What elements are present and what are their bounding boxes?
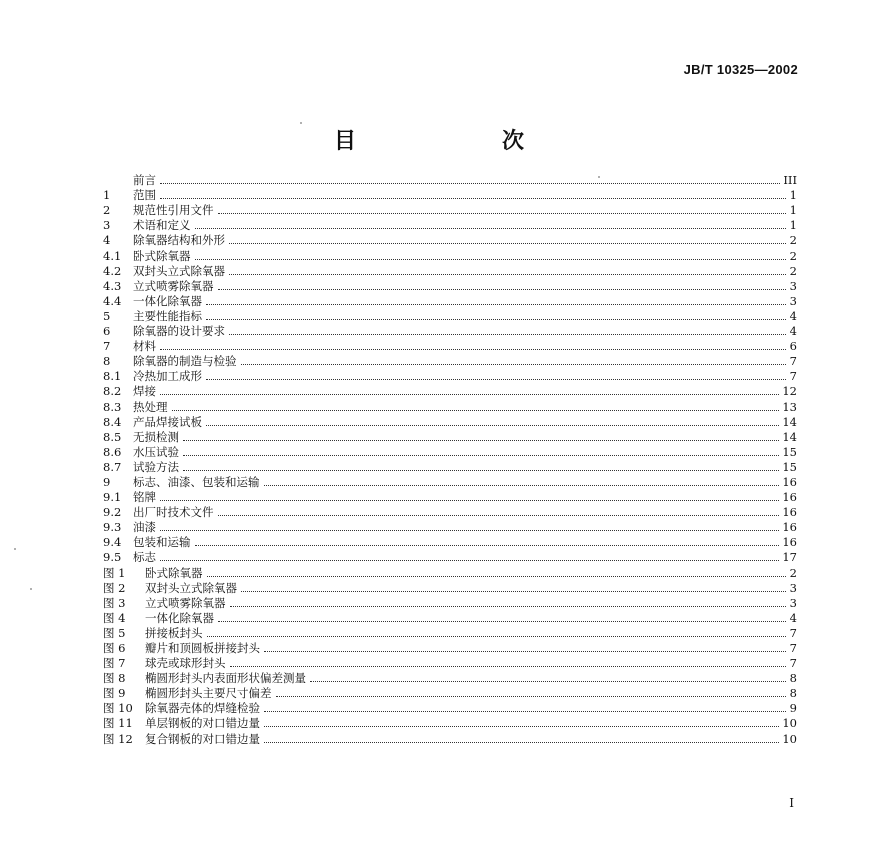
scan-speck [598,176,600,178]
toc-entry-title: 单层钢板的对口错边量 [145,716,260,731]
toc-entry-page: 1 [789,188,797,203]
toc-entry-title: 冷热加工成形 [133,369,202,384]
toc-entry[interactable] [103,489,797,504]
toc-entry-page: 7 [789,354,797,369]
toc-entry[interactable] [103,655,797,670]
toc-entry-title: 卧式除氧器 [145,565,203,580]
toc-entry-title: 出厂时技术文件 [133,505,214,520]
toc-entry[interactable] [103,172,797,187]
toc-entry-title: 热处理 [133,399,168,414]
toc-entry[interactable] [103,353,797,368]
toc-entry-title: 复合钢板的对口错边量 [145,731,260,746]
toc-entry-number: 图 8 [103,671,126,686]
toc-entry-title: 除氧器结构和外形 [133,233,225,248]
dot-leader [160,198,786,199]
toc-entry-title: 除氧器壳体的焊缝检验 [145,701,260,716]
dot-leader [229,243,786,244]
toc-entry-page: 2 [789,263,797,278]
toc-entry-title: 主要性能指标 [133,308,202,323]
toc-entry-title: 铭牌 [133,490,156,505]
toc-entry-title: 水压试验 [133,444,179,459]
dot-leader [160,394,779,395]
toc-entry[interactable] [103,700,797,715]
toc-entry-title: 标志 [133,550,156,565]
toc-entry[interactable] [103,534,797,549]
dot-leader [264,726,779,727]
toc-entry-number: 9.3 [103,520,122,535]
toc-entry[interactable] [103,187,797,202]
dot-leader [183,455,779,456]
toc-entry[interactable] [103,444,797,459]
toc-entry-title: 标志、油漆、包装和运输 [133,474,260,489]
toc-entry-page: 2 [789,233,797,248]
toc-entry-title: 双封头立式除氧器 [145,580,237,595]
toc-entry[interactable] [103,564,797,579]
dot-leader [276,696,787,697]
toc-entry-page: 1 [789,218,797,233]
dot-leader [229,274,786,275]
toc-entry-title: 卧式除氧器 [133,248,191,263]
toc-entry-title: 双封头立式除氧器 [133,263,225,278]
toc-entry-number: 8.1 [103,369,122,384]
toc-entry-title: 规范性引用文件 [133,203,214,218]
toc-entry[interactable] [103,383,797,398]
toc-entry-page: 3 [789,278,797,293]
toc-entry[interactable] [103,414,797,429]
standard-number: JB/T 10325—2002 [683,62,798,77]
toc-entry[interactable] [103,670,797,685]
dot-leader [206,304,786,305]
dot-leader [160,560,779,561]
toc-entry-page: 3 [789,580,797,595]
toc-entry-page: 10 [782,731,797,746]
dot-leader [264,742,779,743]
toc-entry-title: 除氧器的设计要求 [133,324,225,339]
dot-leader [195,228,787,229]
dot-leader [172,410,780,411]
toc-entry-title: 术语和定义 [133,218,191,233]
toc-entry-number: 4 [103,233,111,248]
toc-entry-title: 材料 [133,339,156,354]
toc-entry[interactable] [103,580,797,595]
toc-entry-number: 8.4 [103,414,122,429]
toc-entry[interactable] [103,429,797,444]
toc-entry-number: 图 12 [103,731,133,746]
toc-entry[interactable] [103,247,797,262]
dot-leader [218,515,780,516]
toc-entry-page: 7 [789,369,797,384]
toc-entry-page: 4 [789,324,797,339]
toc-entry-title: 球壳或球形封头 [145,656,226,671]
dot-leader [230,666,787,667]
toc-entry[interactable] [103,323,797,338]
toc-entry-page: 2 [789,248,797,263]
toc-entry-title: 前言 [133,173,156,188]
dot-leader [218,289,787,290]
toc-entry-page: 1 [789,203,797,218]
toc-entry[interactable] [103,625,797,640]
toc-entry-title: 立式喷雾除氧器 [133,278,214,293]
dot-leader [310,681,786,682]
toc-entry-page: 17 [782,550,797,565]
toc-entry-title: 无损检测 [133,429,179,444]
toc-entry-title: 拼接板封头 [145,625,203,640]
toc-entry-page: III [783,173,797,188]
toc-entry-title: 立式喷雾除氧器 [145,595,226,610]
toc-entry-number: 图 11 [103,716,133,731]
toc-entry-page: 8 [789,686,797,701]
toc-entry[interactable] [103,474,797,489]
toc-entry-page: 6 [789,339,797,354]
toc-entry-title: 椭圆形封头主要尺寸偏差 [145,686,272,701]
toc-entry-page: 14 [782,429,797,444]
toc-entry-number: 9.1 [103,490,122,505]
page-title: 目 次 [333,128,586,154]
toc-entry[interactable] [103,685,797,700]
toc-entry[interactable] [103,459,797,474]
toc-entry[interactable] [103,217,797,232]
toc-entry[interactable] [103,398,797,413]
dot-leader [264,651,786,652]
toc-entry-title: 范围 [133,188,156,203]
dot-leader [264,485,780,486]
dot-leader [183,440,779,441]
toc-entry-title: 包装和运输 [133,535,191,550]
toc-entry-number: 1 [103,188,111,203]
toc-entry-number: 图 4 [103,610,126,625]
toc-entry-page: 2 [789,565,797,580]
toc-entry[interactable] [103,202,797,217]
dot-leader [160,349,786,350]
dot-leader [195,259,787,260]
toc-entry-number: 4.3 [103,278,122,293]
toc-entry-page: 9 [789,701,797,716]
dot-leader [241,591,786,592]
toc-entry-page: 7 [789,656,797,671]
toc-entry-number: 图 6 [103,641,126,655]
toc-entry-page: 3 [789,595,797,610]
toc-entry-number: 9.5 [103,550,122,565]
toc-entry-page: 15 [782,459,797,474]
toc-entry-number: 图 3 [103,595,126,610]
toc-entry[interactable] [103,549,797,564]
scan-speck [300,122,302,124]
dot-leader [160,530,779,531]
toc-entry-number: 6 [103,324,111,339]
toc-entry-number: 图 9 [103,686,126,701]
dot-leader [206,319,786,320]
toc-entry-page: 16 [782,490,797,505]
toc-entry-title: 除氧器的制造与检验 [133,354,237,369]
toc-entry-page: 13 [782,399,797,414]
dot-leader [218,621,786,622]
toc-entry-page: 16 [782,535,797,550]
toc-entry-page: 3 [789,293,797,308]
toc-entry-page: 16 [782,474,797,489]
toc-entry-title: 瓣片和顶圆板拼接封头 [145,641,260,655]
toc-entry-number: 图 7 [103,656,126,671]
toc-entry-page: 7 [789,641,797,655]
dot-leader [207,576,787,577]
toc-entry[interactable] [103,308,797,323]
toc-entry-number: 4.1 [103,248,122,263]
toc-entry-title: 产品焊接试板 [133,414,202,429]
dot-leader [229,334,786,335]
toc-entry-number: 8.7 [103,459,122,474]
toc-entry-number: 3 [103,218,111,233]
toc-entry-number: 9 [103,474,111,489]
table-of-contents [103,172,797,746]
toc-entry-page: 4 [789,308,797,323]
dot-leader [206,379,786,380]
toc-entry[interactable] [103,263,797,278]
toc-entry-title: 椭圆形封头内表面形状偏差测量 [145,671,306,686]
page-folio: I [789,796,794,810]
toc-entry[interactable] [103,278,797,293]
toc-entry-number: 4.2 [103,263,122,278]
toc-entry-page: 10 [782,716,797,731]
toc-entry-page: 16 [782,520,797,535]
toc-entry-page: 4 [789,610,797,625]
toc-entry-number: 8.5 [103,429,122,444]
scan-speck [14,548,16,550]
toc-entry-page: 14 [782,414,797,429]
toc-entry-number: 图 2 [103,580,126,595]
toc-entry-number: 9.2 [103,505,122,520]
scan-speck [30,588,32,590]
dot-leader [206,425,779,426]
toc-entry-title: 油漆 [133,520,156,535]
toc-entry[interactable] [103,715,797,730]
toc-entry-number: 2 [103,203,111,218]
toc-entry-title: 试验方法 [133,459,179,474]
toc-entry-number: 7 [103,339,111,354]
toc-entry-page: 8 [789,671,797,686]
dot-leader [207,636,787,637]
toc-entry[interactable] [103,595,797,610]
toc-entry[interactable] [103,730,797,745]
toc-entry[interactable] [103,338,797,353]
toc-entry-number: 8 [103,354,111,369]
toc-entry-number: 8.3 [103,399,122,414]
toc-entry-page: 12 [782,384,797,399]
toc-entry[interactable] [103,640,797,655]
dot-leader [183,470,779,471]
dot-leader [230,606,787,607]
toc-entry-number: 8.6 [103,444,122,459]
toc-entry[interactable] [103,293,797,308]
dot-leader [160,500,779,501]
toc-entry[interactable] [103,368,797,383]
toc-entry-number: 5 [103,308,111,323]
toc-entry-number: 9.4 [103,535,122,550]
dot-leader [218,213,787,214]
toc-entry[interactable] [103,232,797,247]
toc-entry-title: 焊接 [133,384,156,399]
toc-entry-title: 一体化除氧器 [145,610,214,625]
toc-entry-number: 4.4 [103,293,122,308]
toc-entry-page: 16 [782,505,797,520]
toc-entry[interactable] [103,610,797,625]
dot-leader [241,364,787,365]
toc-entry-page: 7 [789,625,797,640]
dot-leader [195,545,780,546]
toc-entry[interactable] [103,519,797,534]
toc-entry-page: 15 [782,444,797,459]
toc-entry-number: 图 5 [103,625,126,640]
toc-entry-number: 8.2 [103,384,122,399]
toc-entry-number: 图 1 [103,565,126,580]
dot-leader [264,711,786,712]
toc-entry-title: 一体化除氧器 [133,293,202,308]
toc-entry-number: 图 10 [103,701,133,716]
dot-leader [160,183,780,184]
toc-entry[interactable] [103,504,797,519]
